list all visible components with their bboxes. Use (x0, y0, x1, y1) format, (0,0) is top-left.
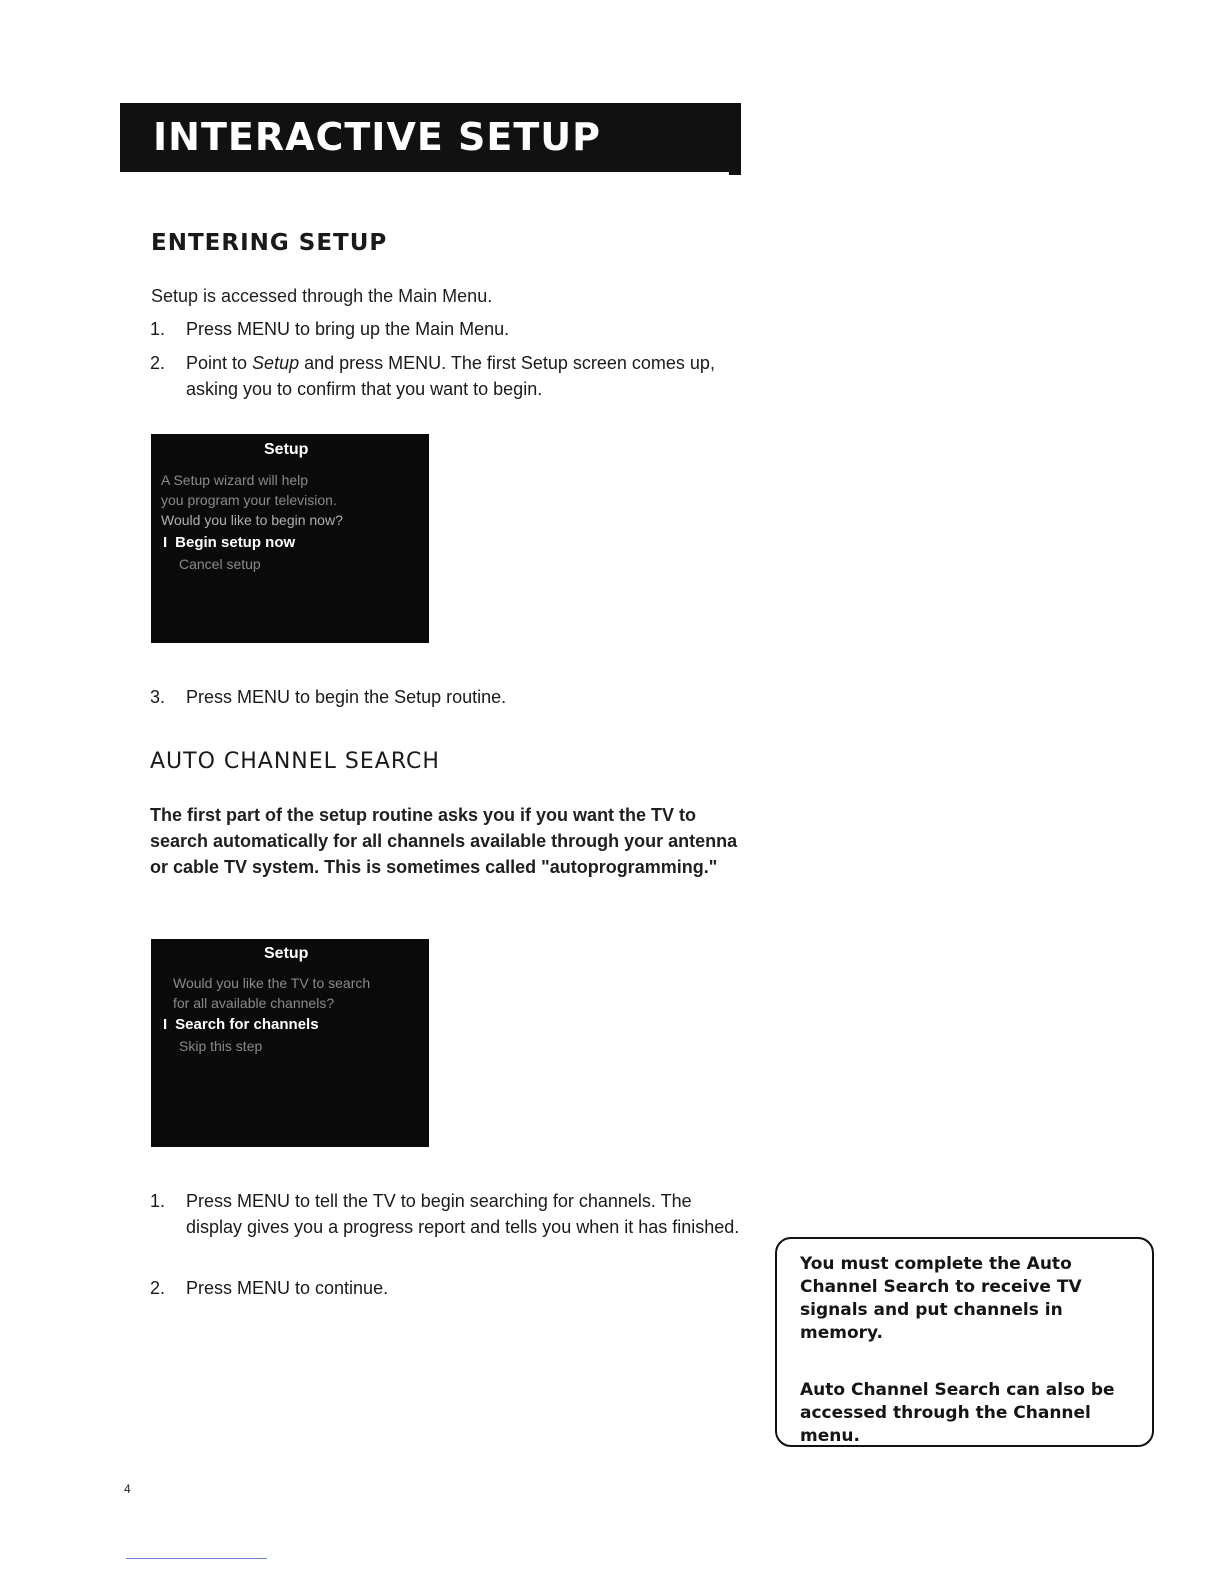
step-number: 1. (150, 319, 166, 339)
selection-pointer-icon: I (163, 534, 168, 551)
entering-step-3: Press MENU to begin the Setup routine. (186, 687, 507, 707)
entering-intro: Setup is accessed through the Main Menu. (151, 286, 493, 306)
step-number: 2. (150, 1278, 166, 1298)
menu-option-skip-step: Skip this step (179, 1038, 263, 1054)
auto-step-2: Press MENU to continue. (186, 1278, 389, 1298)
auto-paragraph: The first part of the setup routine asks you if you want the TV to search automatically for all channels available through your antenna or cable TV system. This is sometimes called "autoprogramming." (150, 805, 738, 877)
setup-screen-confirm (151, 434, 429, 643)
screen-title: Setup (264, 945, 309, 962)
menu-option-search-channels (163, 1016, 319, 1033)
selection-pointer-icon: I (163, 1016, 168, 1033)
step-2-text-b: and press MENU. The first Setup screen comes up, asking you to confirm that you want to begin. (186, 353, 715, 399)
note-paragraph-1: You must complete the Auto Channel Search to receive TV signals and put channels in memory. (800, 1254, 1082, 1343)
step-number: 3. (150, 687, 166, 707)
screen-line: Would you like the TV to search (173, 975, 371, 991)
section-heading-auto-channel-search: AUTO CHANNEL SEARCH (150, 749, 440, 774)
step-2-text-a: Point to (186, 353, 253, 373)
entering-step-1: Press MENU to bring up the Main Menu. (186, 319, 510, 339)
entering-step-2 (186, 350, 731, 402)
menu-option-begin-setup (163, 534, 295, 551)
note-paragraph-2: Auto Channel Search can also be accessed through the Channel menu. (800, 1380, 1115, 1446)
screen-line: A Setup wizard will help (161, 472, 309, 488)
banner-edge (729, 107, 741, 175)
screen-line: Would you like to begin now? (161, 512, 343, 528)
banner-title: INTERACTIVE SETUP (153, 115, 601, 159)
step-2-setup-italic: Setup (252, 353, 300, 373)
note-box (775, 1237, 1154, 1447)
auto-step-1: Press MENU to tell the TV to begin searching for channels. The display gives you a progress report and tells you when it has finished. (186, 1191, 740, 1237)
option-label: Begin setup now (175, 534, 296, 551)
screen-title: Setup (264, 441, 309, 458)
section-heading-entering-setup: ENTERING SETUP (151, 230, 388, 256)
step-number: 2. (150, 353, 166, 373)
setup-screen-search (151, 939, 429, 1147)
menu-option-cancel-setup: Cancel setup (179, 556, 261, 572)
screen-line: for all available channels? (173, 995, 335, 1011)
page-banner (120, 103, 741, 172)
screen-line: you program your television. (161, 492, 337, 508)
step-number: 1. (150, 1191, 166, 1211)
option-label: Search for channels (175, 1016, 319, 1033)
footer-rule (126, 1558, 267, 1559)
page-number: 4 (124, 1482, 131, 1496)
